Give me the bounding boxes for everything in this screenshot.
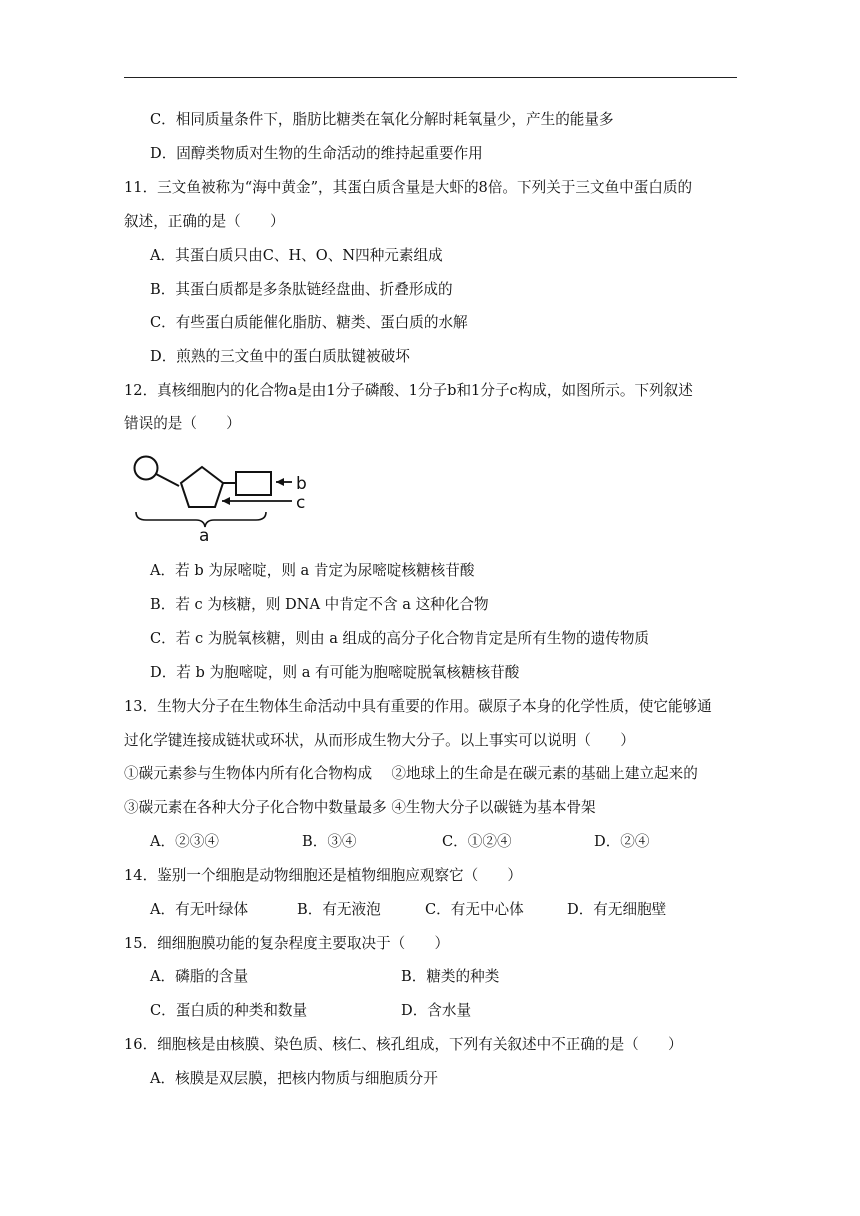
- q13-statement-1-2: ①碳元素参与生物体内所有化合物构成 ②地球上的生命是在碳元素的基础上建立起来的: [124, 765, 698, 782]
- sugar-pentagon: [181, 467, 223, 507]
- q15-option-b: B．糖类的种类: [401, 968, 500, 985]
- q12-option-b: B．若 c 为核糖，则 DNA 中肯定不含 a 这种化合物: [150, 596, 489, 613]
- q10-option-c: C．相同质量条件下，脂肪比糖类在氧化分解时耗氧量少，产生的能量多: [150, 111, 614, 128]
- q11-option-a: A．其蛋白质只由C、H、O、N四种元素组成: [150, 247, 443, 264]
- label-b: b: [296, 474, 307, 494]
- q14-option-d: D．有无细胞壁: [567, 901, 667, 918]
- label-c: c: [296, 493, 306, 513]
- arrow-b-head: [276, 478, 284, 486]
- q11-stem-line2: 叙述，正确的是（ ）: [124, 213, 285, 230]
- q13-option-d: D．②④: [594, 833, 650, 850]
- phosphate-circle: [135, 457, 158, 480]
- q12-option-d: D．若 b 为胞嘧啶，则 a 有可能为胞嘧啶脱氧核糖核苷酸: [150, 664, 520, 681]
- arrow-c-head: [222, 497, 230, 505]
- header-rule: [124, 77, 737, 78]
- q11-stem-line1: 11．三文鱼被称为“海中黄金”，其蛋白质含量是大虾的8倍。下列关于三文鱼中蛋白质的: [124, 179, 693, 196]
- q15-stem: 15．细细胞膜功能的复杂程度主要取决于（ ）: [124, 935, 450, 952]
- q14-option-b: B．有无液泡: [297, 901, 381, 918]
- q12-option-c: C．若 c 为脱氧核糖，则由 a 组成的高分子化合物肯定是所有生物的遗传物质: [150, 630, 650, 647]
- q13-option-b: B．③④: [302, 833, 357, 850]
- q15-option-a: A．磷脂的含量: [150, 968, 249, 985]
- q11-option-b: B．其蛋白质都是多条肽链经盘曲、折叠形成的: [150, 281, 453, 298]
- q14-option-a: A．有无叶绿体: [150, 901, 249, 918]
- q16-stem: 16．细胞核是由核膜、染色质、核仁、核孔组成，下列有关叙述中不正确的是（ ）: [124, 1036, 683, 1053]
- label-a: a: [199, 526, 210, 544]
- q15-option-d: D．含水量: [401, 1002, 472, 1019]
- q10-option-d: D．固醇类物质对生物的生命活动的维持起重要作用: [150, 145, 483, 162]
- q11-option-d: D．煎熟的三文鱼中的蛋白质肽键被破坏: [150, 348, 410, 365]
- brace-a: [136, 512, 266, 527]
- q15-option-c: C．蛋白质的种类和数量: [150, 1002, 308, 1019]
- q13-stem-line1: 13．生物大分子在生物体生命活动中具有重要的作用。碳原子本身的化学性质，使它能够通: [124, 698, 712, 715]
- q13-stem-line2: 过化学键连接成链状或环状，从而形成生物大分子。以上事实可以说明（ ）: [124, 732, 635, 749]
- q13-option-c: C．①②④: [442, 833, 512, 850]
- q16-option-a: A．核膜是双层膜，把核内物质与细胞质分开: [150, 1070, 438, 1087]
- q13-statement-3-4: ③碳元素在各种大分子化合物中数量最多 ④生物大分子以碳链为基本骨架: [124, 799, 596, 816]
- q14-stem: 14．鉴别一个细胞是动物细胞还是植物细胞应观察它（ ）: [124, 867, 523, 884]
- q12-stem-line1: 12．真核细胞内的化合物a是由1分子磷酸、1分子b和1分子c构成，如图所示。下列叙述: [124, 382, 693, 399]
- q12-option-a: A．若 b 为尿嘧啶，则 a 肯定为尿嘧啶核糖核苷酸: [150, 562, 475, 579]
- q13-option-a: A．②③④: [150, 833, 219, 850]
- q12-stem-line2: 错误的是（ ）: [124, 415, 241, 432]
- base-rectangle: [236, 472, 271, 495]
- q14-option-c: C．有无中心体: [425, 901, 524, 918]
- nucleotide-diagram: [126, 452, 326, 544]
- phosphate-bond: [156, 474, 179, 486]
- q11-option-c: C．有些蛋白质能催化脂肪、糖类、蛋白质的水解: [150, 314, 468, 331]
